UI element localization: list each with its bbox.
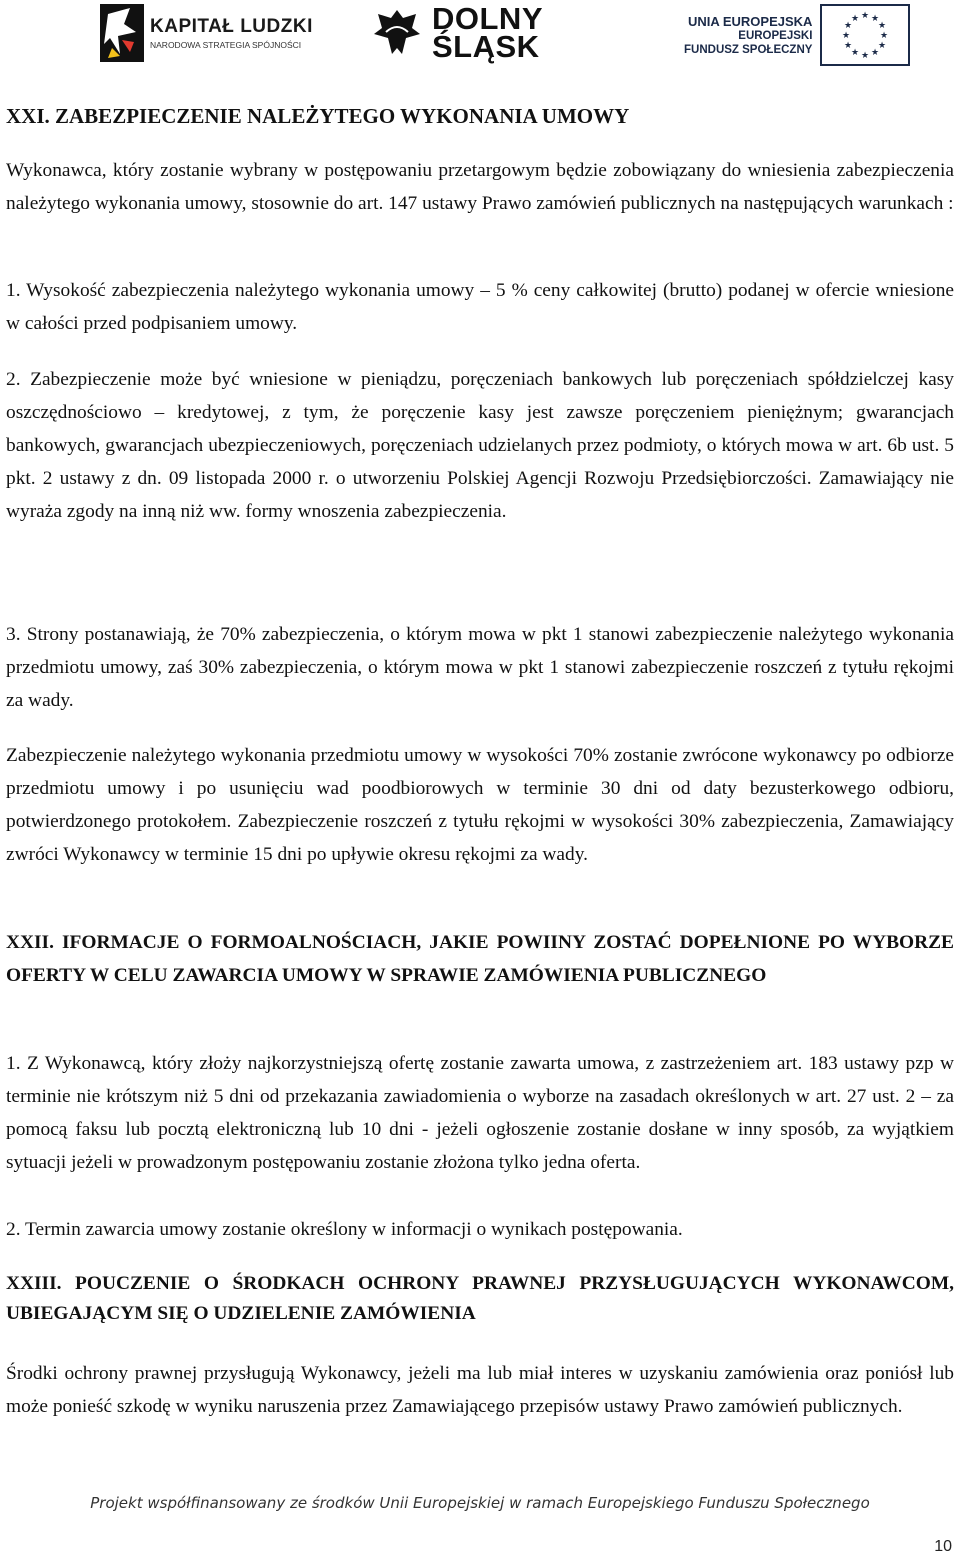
- svg-text:★: ★: [851, 48, 860, 58]
- section-xxi-intro: Wykonawca, który zostanie wybrany w postępowaniu przetargowym będzie zobowiązany do wniesienia zabezpieczenia należytego wykonania umowy, stosownie do art. 147 ustawy Prawo zamówień publicznych na następujących warunkach :: [6, 160, 954, 214]
- svg-text:★: ★: [844, 21, 853, 31]
- eu-flag-icon: [820, 4, 910, 66]
- svg-text:★: ★: [851, 14, 860, 24]
- section-xxii-point-1: 1. Z Wykonawcą, który złoży najkorzystniejszą ofertę zostanie zawarta umowa, z zastrzeżeniem art. 183 ustawy pzp w terminie nie krótszym niż 5 dni od przekazania zawiadomienia o wyborze na zasadach określonych w art. 27 ust. 2 – za pomocą faksu lub pocztą elektroniczną lub 10 dni - jeżeli ogłoszenie zostanie dosłane w inny sposób, za wyjątkiem sytuacji jeżeli w prowadzonym postępowaniu zostanie złożona tylko jedna oferta.: [6, 1053, 954, 1173]
- section-xxiii-title: XXIII. POUCZENIE O ŚRODKACH OCHRONY PRAWNEJ PRZYSŁUGUJĄCYCH WYKONAWCOM, UBIEGAJĄCYM SIĘ O UDZIELENIE ZAMÓWIENIA: [6, 1273, 954, 1324]
- svg-text:★: ★: [844, 41, 853, 51]
- ue-title: UNIA EUROPEJSKA: [687, 13, 813, 29]
- svg-text:★: ★: [880, 31, 889, 41]
- footer-cofinancing-note: Projekt współfinansowany ze środków Unii Europejskiej w ramach Europejskiego Funduszu Społecznego: [90, 1494, 870, 1512]
- svg-text:★: ★: [861, 11, 870, 21]
- kapital-ludzki-emblem-icon: [100, 4, 144, 62]
- section-xxi-point-3: 3. Strony postanawiają, że 70% zabezpieczenia, o którym mowa w pkt 1 stanowi zabezpieczenie należytego wykonania przedmiotu umowy, zaś 30% zabezpieczenia, o którym mowa w pkt 1 stanowi zabezpieczenie roszczeń z tytułu rękojmi za wady.: [6, 624, 954, 711]
- section-xxi-point-1: 1. Wysokość zabezpieczenia należytego wykonania umowy – 5 % ceny całkowitej (brutto) podanej w ofercie wniesione w całości przed podpisaniem umowy.: [6, 280, 954, 334]
- section-xxii-point-2: 2. Termin zawarcia umowy zostanie określony w informacji o wynikach postępowania.: [6, 1219, 683, 1240]
- header-logos: [0, 0, 960, 72]
- page-number: 10: [934, 1538, 952, 1555]
- slask-line: ŚLĄSK: [432, 29, 540, 64]
- section-xxii-title: XXII. IFORMACJE O FORMOALNOŚCIACH, JAKIE POWIINY ZOSTAĆ DOPEŁNIONE PO WYBORZE OFERTY W CELU ZAWARCIA UMOWY W SPRAWIE ZAMÓWIENIA PUBLICZNEGO: [6, 932, 954, 986]
- svg-text:★: ★: [861, 51, 870, 61]
- unia-europejska-logo: [684, 4, 910, 66]
- svg-text:★: ★: [842, 31, 851, 41]
- eagle-emblem-icon: [372, 4, 422, 62]
- dolny-line: DOLNY: [432, 1, 543, 36]
- section-xxi-point-2: 2. Zabezpieczenie może być wniesione w pieniądzu, poręczeniach bankowych lub poręczeniach spółdzielczej kasy oszczędnościowo – kredytowej, z tym, że poręczenie kasy jest zawsze poręczeniem pieniężnym; gwarancjach bankowych, gwarancjach ubezpieczeniowych, poręczeniach udzielanych przez podmioty, o których mowa w art. 6b ust. 5 pkt. 2 ustawy z dn. 09 listopada 2000 r. o utworzeniu Polskiej Agencji Rozwoju Przedsiębiorczości. Zamawiający nie wyraża zgody na inną niż ww. formy wnoszenia zabezpieczenia.: [6, 369, 954, 522]
- svg-text:★: ★: [878, 41, 887, 51]
- section-xxiii-paragraph: Środki ochrony prawnej przysługują Wykonawcy, jeżeli ma lub miał interes w uzyskaniu zamówienia oraz poniósł lub może ponieść szkodę w wyniku naruszenia przez Zamawiającego przepisów ustawy Prawo zamówień publicznych.: [6, 1363, 954, 1417]
- kapital-ludzki-logo: [100, 4, 313, 62]
- svg-text:★: ★: [871, 14, 880, 24]
- section-xxi-title: XXI. ZABEZPIECZENIE NALEŻYTEGO WYKONANIA UMOWY: [6, 104, 630, 128]
- kapital-subtitle: NARODOWA STRATEGIA SPÓJNOŚCI: [150, 40, 302, 50]
- ue-line-2: EUROPEJSKI: [738, 29, 813, 42]
- dolny-slask-logo: [372, 1, 543, 64]
- kapital-title: KAPITAŁ LUDZKI: [150, 16, 313, 37]
- svg-text:★: ★: [871, 48, 880, 58]
- ue-line-3: FUNDUSZ SPOŁECZNY: [684, 43, 813, 56]
- section-xxi-return-terms: Zabezpieczenie należytego wykonania przedmiotu umowy w wysokości 70% zostanie zwrócone wykonawcy po odbiorze przedmiotu umowy i po usunięciu wad poodbiorowych w terminie 30 dni od daty bezusterkowego odbioru, potwierdzonego protokołem. Zabezpieczenie roszczeń z tytułu rękojmi w wysokości 30% zabezpieczenia, Zamawiający zwróci Wykonawcy w terminie 15 dni po upływie okresu rękojmi za wady.: [6, 745, 954, 865]
- svg-text:★: ★: [878, 21, 887, 31]
